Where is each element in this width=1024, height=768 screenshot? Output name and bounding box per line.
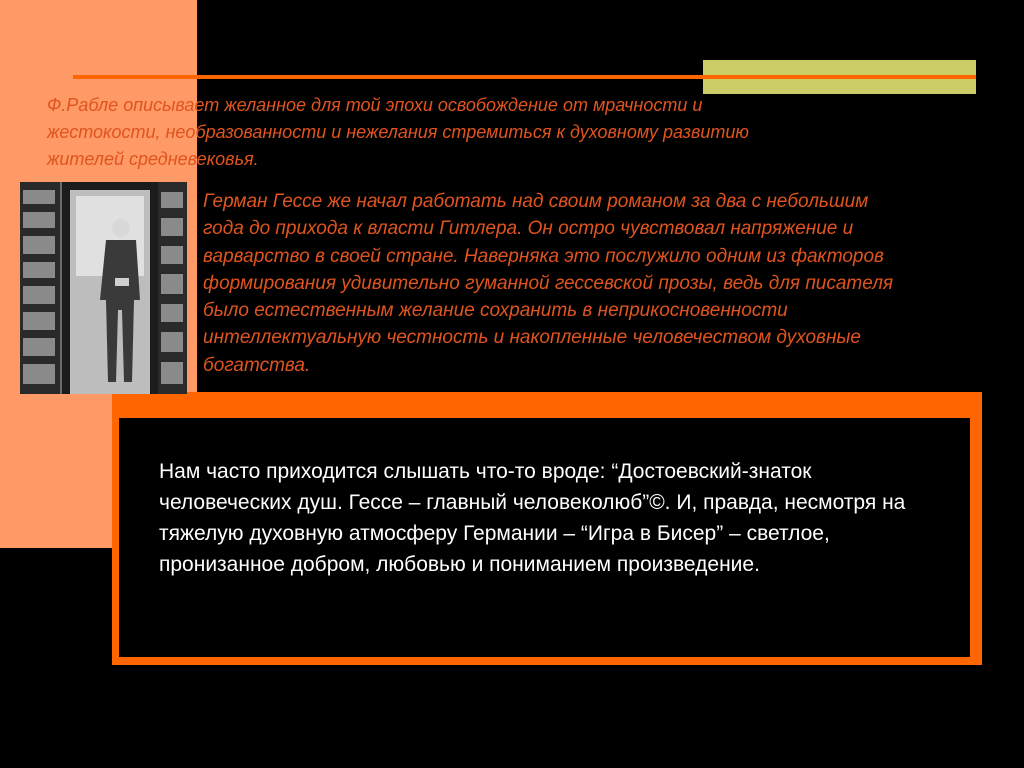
hesse-paragraph: Герман Гессе же начал работать над своим романом за два с небольшим года до прихода к власти Гитлера. Он остро чувствовал напряжение и варварство в своей стране. Наверняка это послужило одним из факторов формирования удивительно гуманной гессевской прозы, ведь для писателя было естественным желание сохранить в неприкосновенности интеллектуальную честность и накопленные человечеством духовные богатства.	[203, 191, 894, 376]
quote-box	[117, 416, 972, 659]
intro-paragraph: Ф.Рабле описывает желанное для той эпохи освобождение от мрачности и жестокости, необразованности и нежелания стремиться к духовному развитию жителей средневековья.	[47, 95, 749, 169]
hesse-library-photo	[20, 182, 187, 394]
quote-text: Нам часто приходится слышать что-то вроде: “Достоевский-знаток человеческих душ. Гессе – главный человеколюб”©. И, правда, несмотря на тяжелую духовную атмосферу Германии – “Игра в Бисер” – светлое, пронизанное добром, любовью и пониманием произведение.	[159, 460, 906, 576]
horizontal-rule-overlay	[703, 75, 976, 79]
